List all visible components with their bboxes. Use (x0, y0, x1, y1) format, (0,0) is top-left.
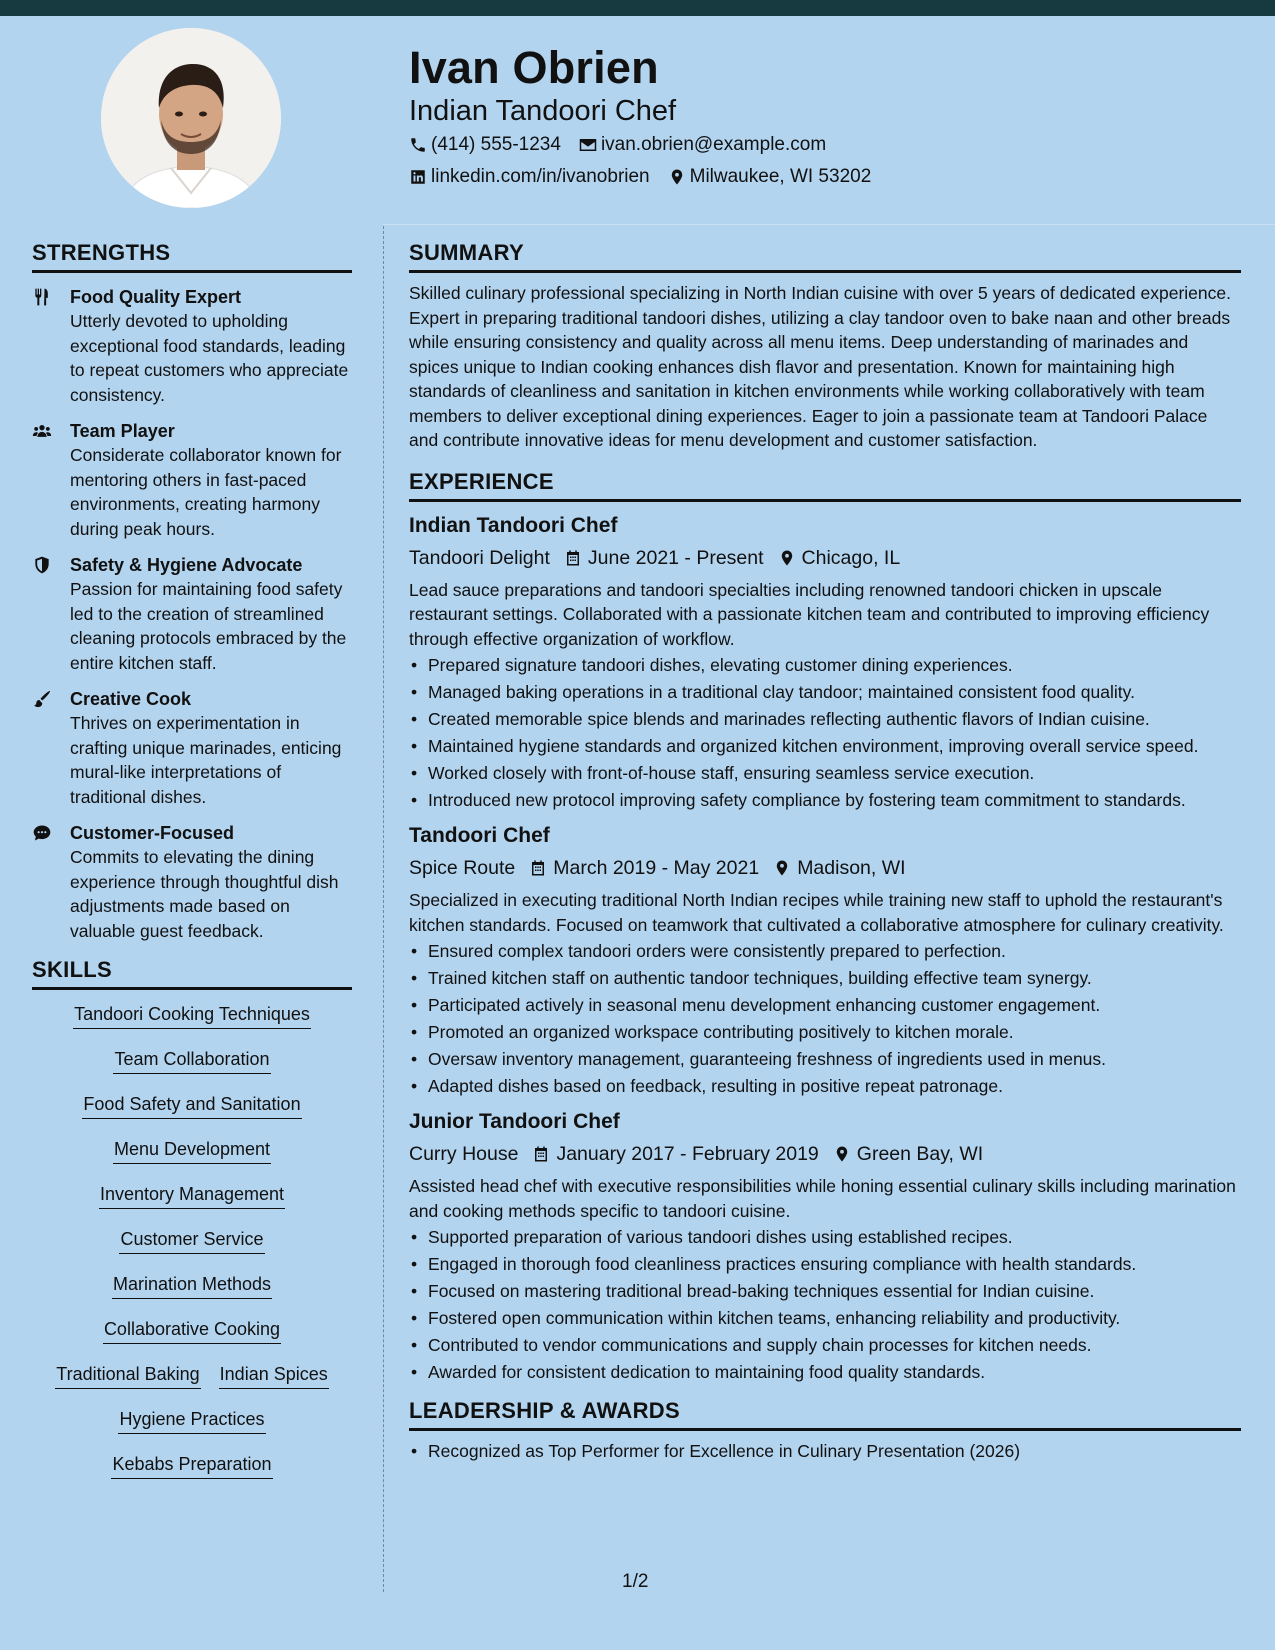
map-pin-icon (668, 168, 686, 186)
calendar-icon (564, 549, 582, 567)
location-text: Green Bay, WI (856, 1143, 984, 1165)
strength-title: Creative Cook (70, 689, 192, 709)
list-item: • Managed baking operations in a traditional clay tandoor; maintained consistent food quality. (409, 680, 1241, 704)
job-company (409, 544, 550, 572)
experience-heading: EXPERIENCE (409, 469, 1241, 502)
job-location (778, 544, 901, 572)
top-accent-bar (0, 0, 1275, 16)
skill-tag: Customer Service (119, 1227, 264, 1254)
linkedin-contact (409, 166, 650, 188)
job-meta (409, 854, 1241, 882)
company-name: Curry House (409, 1143, 519, 1165)
email-text: ivan.obrien@example.com (600, 134, 827, 155)
contact-row-1 (409, 134, 826, 156)
skill-tag: Marination Methods (112, 1272, 272, 1299)
phone-text: (414) 555-1234 (431, 134, 561, 155)
job-location (773, 854, 905, 882)
header-divider (383, 224, 1275, 225)
job-meta (409, 1140, 1241, 1168)
list-item: • Engaged in thorough food cleanliness practices ensuring compliance with health standards. (409, 1252, 1241, 1276)
candidate-name: Ivan Obrien (409, 42, 659, 93)
job-company (409, 1140, 518, 1168)
list-item: • Created memorable spice blends and marinades reflecting authentic flavors of Indian cuisine. (409, 707, 1241, 731)
comment-icon (32, 823, 52, 843)
list-item: • Trained kitchen staff on authentic tandoor techniques, building effective team synergy. (409, 966, 1241, 990)
calendar-icon (532, 1145, 550, 1163)
skill-tag: Food Safety and Sanitation (82, 1092, 301, 1119)
dates-text: March 2019 - May 2021 (553, 857, 760, 879)
page-number: 1/2 (622, 1571, 649, 1592)
users-icon (32, 421, 52, 441)
skill-tag: Inventory Management (99, 1182, 285, 1209)
list-item: • Focused on mastering traditional bread-baking techniques essential for Indian cuisine. (409, 1279, 1241, 1303)
job-description: Assisted head chef with executive responsibilities while honing essential culinary skills including marination and cooking methods specific to tandoori cuisine. (409, 1176, 1236, 1221)
strength-desc: Thrives on experimentation in crafting unique marinades, enticing mural-like interpretations of traditional dishes. (70, 713, 342, 807)
job-entry (409, 1108, 1241, 1384)
skill-tag: Traditional Baking (55, 1362, 200, 1389)
job-location (833, 1140, 983, 1168)
list-item: • Oversaw inventory management, guaranteeing freshness of ingredients used in menus. (409, 1047, 1241, 1071)
list-item: • Prepared signature tandoori dishes, elevating customer dining experiences. (409, 653, 1241, 677)
avatar (101, 28, 281, 208)
envelope-icon (579, 136, 597, 154)
skill-tag: Tandoori Cooking Techniques (73, 1002, 311, 1029)
strength-title: Food Quality Expert (70, 287, 242, 307)
summary-text: Skilled culinary professional specializing in North Indian cuisine with over 5 years of dedicated experience. Expert in preparing traditional tandoori dishes, utilizing a clay tandoor oven to bake naan and other breads while ensuring consistency and quality across all menu items. Deep understanding of marinades and spices unique to Indian cooking enhances dish flavor and presentation. Known for maintaining high standards of cleanliness and sanitation in kitchen environments while working collaboratively with team members to deliver exceptional dining experiences. Eager to join a passionate team at Tandoori Palace and contribute innovative ideas for menu development and customer satisfaction. (409, 283, 1231, 450)
map-pin-icon (833, 1145, 851, 1163)
dates-text: June 2021 - Present (587, 546, 764, 569)
location-text: Milwaukee, WI 53202 (689, 166, 872, 187)
job-title: Junior Tandoori Chef (409, 1110, 620, 1133)
list-item: • Contributed to vendor communications and supply chain processes for kitchen needs. (409, 1333, 1241, 1357)
job-title: Indian Tandoori Chef (409, 513, 618, 537)
skill-tag: Kebabs Preparation (111, 1452, 272, 1479)
leadership-list (409, 1439, 1241, 1463)
linkedin-text: linkedin.com/in/ivanobrien (431, 166, 650, 187)
skill-tag: Team Collaboration (113, 1047, 270, 1074)
phone-contact (409, 134, 561, 156)
job-description: Lead sauce preparations and tandoori specialties including renowned tandoori chicken in upscale restaurant settings. Collaborated with a passionate kitchen team and contributed to improving efficiency through effective organization of workflow. (409, 579, 1210, 649)
strength-desc: Passion for maintaining food safety led to the creation of streamlined cleaning protocols embraced by the entire kitchen staff. (70, 579, 347, 673)
paintbrush-icon (32, 689, 52, 709)
right-column (409, 240, 1241, 1466)
list-item: • Worked closely with front-of-house staff, ensuring seamless service execution. (409, 761, 1241, 785)
location-text: Madison, WI (797, 857, 906, 879)
job-dates (564, 544, 764, 572)
skill-tag: Hygiene Practices (118, 1407, 265, 1434)
job-entry (409, 512, 1241, 813)
candidate-title: Indian Tandoori Chef (409, 95, 677, 127)
map-pin-icon (773, 859, 791, 877)
strength-item (32, 687, 352, 809)
list-item: • Fostered open communication within kitchen teams, enhancing reliability and productivity. (409, 1306, 1241, 1330)
company-name: Tandoori Delight (409, 546, 550, 569)
profile-photo (101, 28, 281, 208)
list-item: • Promoted an organized workspace contributing positively to kitchen morale. (409, 1020, 1241, 1044)
email-contact (579, 134, 826, 156)
job-title: Tandoori Chef (409, 824, 550, 847)
job-company (409, 854, 515, 882)
list-item: • Supported preparation of various tandoori dishes using established recipes. (409, 1225, 1241, 1249)
contact-row-2 (409, 166, 871, 188)
map-pin-icon (778, 549, 796, 567)
strength-item (32, 285, 352, 407)
linkedin-icon (409, 168, 427, 186)
location-text: Chicago, IL (801, 546, 901, 569)
skills-heading: SKILLS (32, 957, 352, 990)
phone-icon (409, 136, 427, 154)
list-item: • Awarded for consistent dedication to maintaining food quality standards. (409, 1360, 1241, 1384)
summary-heading: SUMMARY (409, 240, 1241, 273)
list-item: • Recognized as Top Performer for Excellence in Culinary Presentation (2026) (409, 1439, 1241, 1463)
list-item: • Adapted dishes based on feedback, resulting in positive repeat patronage. (409, 1074, 1241, 1098)
job-bullets (409, 939, 1241, 1098)
job-dates (529, 854, 759, 882)
list-item: • Participated actively in seasonal menu development enhancing customer engagement. (409, 993, 1241, 1017)
job-bullets (409, 653, 1241, 812)
job-bullets (409, 1225, 1241, 1384)
job-entry (409, 822, 1241, 1098)
shield-icon (32, 555, 52, 575)
skills-list (32, 1002, 352, 1497)
location-contact (668, 166, 872, 188)
left-column (32, 240, 352, 1497)
list-item: • Introduced new protocol improving safety compliance by fostering team commitment to standards. (409, 788, 1241, 812)
job-dates (532, 1140, 818, 1168)
strength-desc: Considerate collaborator known for mentoring others in fast-paced environments, creating harmony during peak hours. (70, 445, 342, 539)
job-meta (409, 544, 1241, 572)
list-item: • Ensured complex tandoori orders were consistently prepared to perfection. (409, 939, 1241, 963)
dates-text: January 2017 - February 2019 (556, 1143, 819, 1165)
strength-item (32, 821, 352, 943)
skill-tag: Menu Development (113, 1137, 271, 1164)
list-item: • Maintained hygiene standards and organized kitchen environment, improving overall service speed. (409, 734, 1241, 758)
company-name: Spice Route (409, 857, 516, 879)
strengths-heading: STRENGTHS (32, 240, 352, 273)
job-description: Specialized in executing traditional North Indian recipes while training new staff to uphold the restaurant's kitchen standards. Focused on teamwork that cultivated a collaborative atmosphere for culinary creativity. (409, 890, 1224, 935)
strength-desc: Utterly devoted to upholding exceptional food standards, leading to repeat customers who appreciate consistency. (70, 311, 349, 405)
strength-title: Safety & Hygiene Advocate (70, 555, 303, 575)
strength-title: Customer-Focused (70, 823, 235, 843)
skill-tag: Collaborative Cooking (103, 1317, 281, 1344)
leadership-heading: LEADERSHIP & AWARDS (409, 1398, 1241, 1431)
calendar-icon (529, 859, 547, 877)
utensils-icon (32, 287, 52, 307)
skill-tag: Indian Spices (219, 1362, 329, 1389)
strength-desc: Commits to elevating the dining experience through thoughtful dish adjustments made based on valuable guest feedback. (70, 847, 339, 941)
column-divider (383, 226, 384, 1592)
strength-item (32, 419, 352, 541)
strength-item (32, 553, 352, 675)
strength-title: Team Player (70, 421, 175, 441)
